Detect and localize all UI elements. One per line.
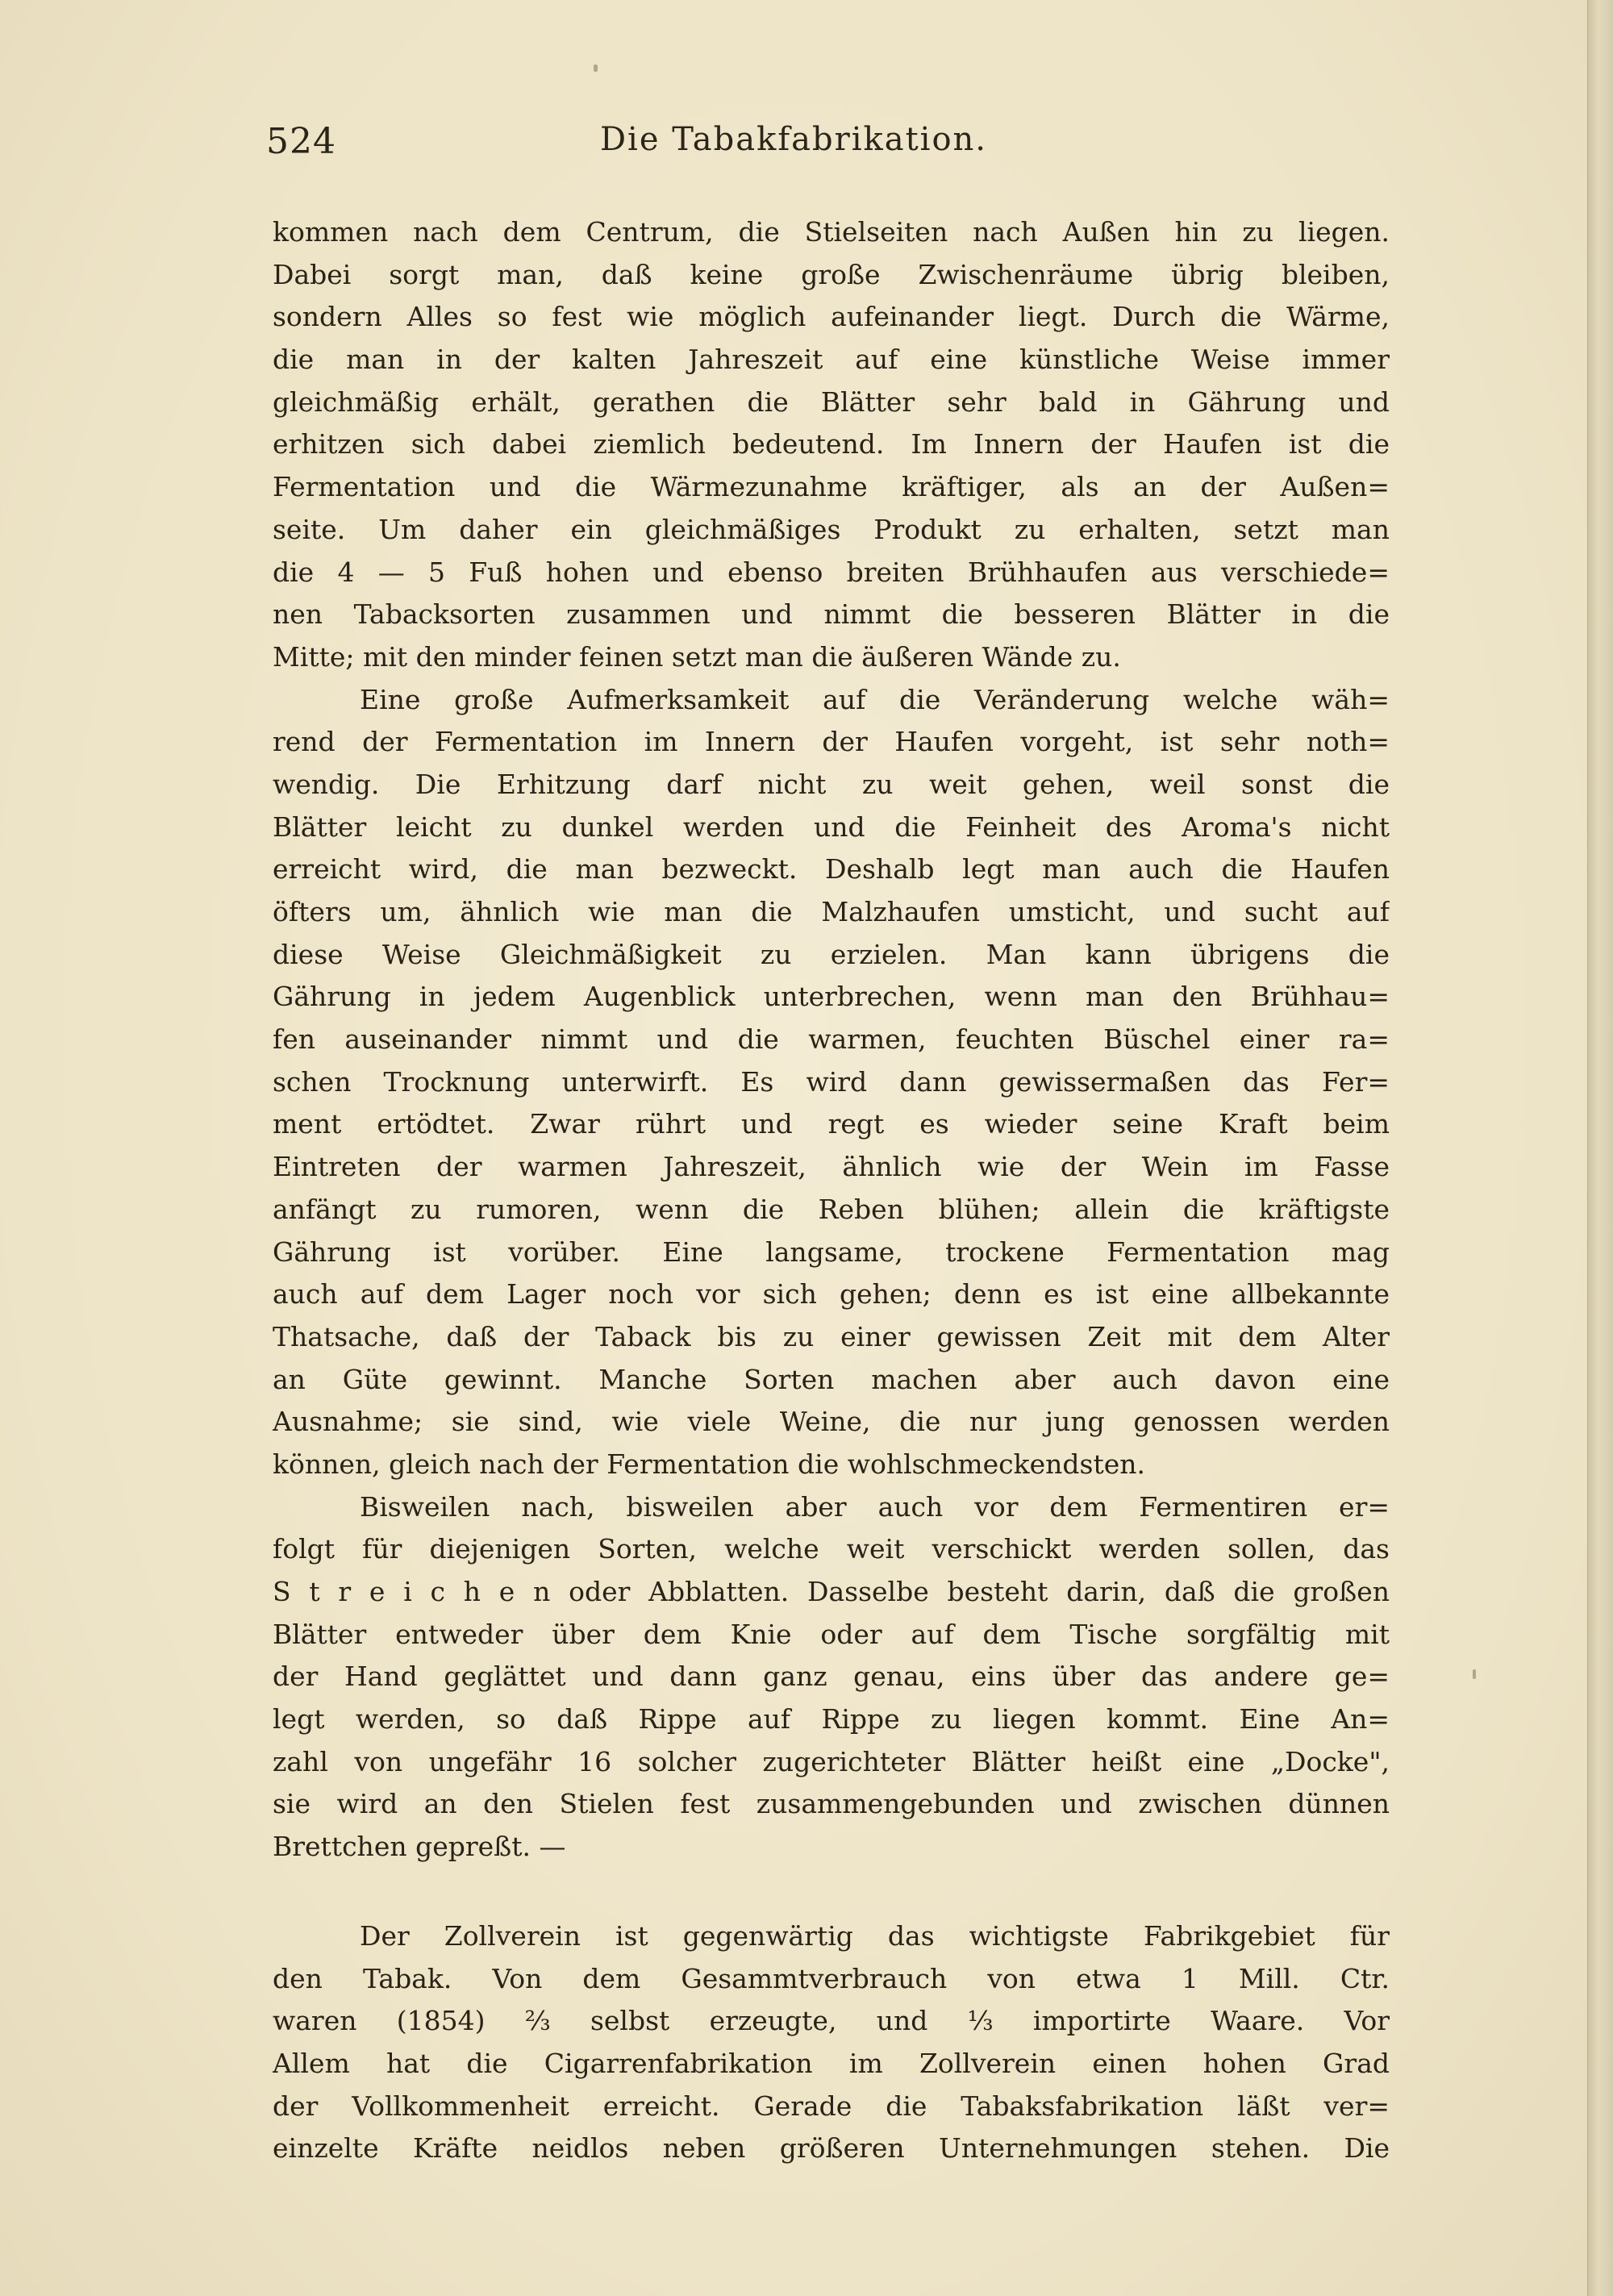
text-line: waren (1854) ⅔ selbst erzeugte, und ⅓ importirte Waare. Vor (273, 2005, 1390, 2037)
text-line: Ausnahme; sie sind, wie viele Weine, die nur jung genossen werden (273, 1406, 1390, 1438)
body-text (273, 211, 1390, 2170)
ink-speck (594, 65, 598, 72)
text-line: die man in der kalten Jahreszeit auf eine künstliche Weise immer (273, 344, 1390, 376)
text-line: zahl von ungefähr 16 solcher zugerichteter Blätter heißt eine „Docke", (273, 1745, 1390, 1777)
text-line: auch auf dem Lager noch vor sich gehen; denn es ist eine allbekannte (273, 1278, 1390, 1311)
text-line: Blätter entweder über dem Knie oder auf dem Tische sorgfältig mit (273, 1618, 1390, 1650)
text-line: können, gleich nach der Fermentation die wohlschmeckendsten. (273, 1448, 1145, 1480)
text-line: kommen nach dem Centrum, die Stielseiten nach Außen hin zu liegen. (273, 216, 1390, 248)
text-line: Gährung in jedem Augenblick unterbrechen, wenn man den Brühhau= (273, 981, 1390, 1013)
text-line: anfängt zu rumoren, wenn die Reben blühen; allein die kräftigste (273, 1193, 1390, 1225)
text-line: Eine große Aufmerksamkeit auf die Veränderung welche wäh= (360, 683, 1390, 715)
text-line: der Hand geglättet und dann ganz genau, eins über das andere ge= (273, 1661, 1390, 1693)
text-line: an Güte gewinnt. Manche Sorten machen aber auch davon eine (273, 1363, 1390, 1395)
section-gap (273, 1869, 1390, 1915)
text-line: fen auseinander nimmt und die warmen, feuchten Büschel einer ra= (273, 1023, 1390, 1056)
paragraph (273, 1486, 1390, 1869)
paragraph (273, 211, 1390, 679)
text-line: nen Tabacksorten zusammen und nimmt die besseren Blätter in die (273, 598, 1390, 631)
text-line: Gährung ist vorüber. Eine langsame, trockene Fermentation mag (273, 1236, 1390, 1268)
text-line: Thatsache, daß der Taback bis zu einer gewissen Zeit mit dem Alter (273, 1320, 1390, 1352)
text-line: sie wird an den Stielen fest zusammengebunden und zwischen dünnen (273, 1788, 1390, 1820)
text-line: öfters um, ähnlich wie man die Malzhaufen umsticht, und sucht auf (273, 896, 1390, 927)
text-line: folgt für diejenigen Sorten, welche weit verschickt werden sollen, das (273, 1533, 1390, 1565)
text-line: Fermentation und die Wärmezunahme kräftiger, als an der Außen= (273, 471, 1390, 503)
text-line: ment ertödtet. Zwar rührt und regt es wieder seine Kraft beim (273, 1108, 1390, 1140)
text-line: Dabei sorgt man, daß keine große Zwischenräume übrig bleiben, (273, 258, 1390, 290)
text-line: diese Weise Gleichmäßigkeit zu erzielen. Man kann übrigens die (273, 938, 1390, 970)
text-line: Brettchen gepreßt. — (273, 1831, 566, 1863)
running-title: Die Tabakfabrikation. (599, 121, 988, 158)
text-line: sondern Alles so fest wie möglich aufeinander liegt. Durch die Wärme, (273, 301, 1390, 333)
paragraph (273, 679, 1390, 1486)
text-line: Der Zollverein ist gegenwärtig das wichtigste Fabrikgebiet für (360, 1919, 1390, 1952)
text-line: der Vollkommenheit erreicht. Gerade die Tabaksfabrikation läßt ver= (273, 2090, 1390, 2122)
text-line: rend der Fermentation im Innern der Haufen vorgeht, ist sehr noth= (273, 726, 1390, 758)
text-line: Eintreten der warmen Jahreszeit, ähnlich wie der Wein im Fasse (273, 1151, 1390, 1183)
text-line: S t r e i c h e n oder Abblatten. Dasselbe besteht darin, daß die großen (273, 1576, 1390, 1607)
text-line: schen Trocknung unterwirft. Es wird dann gewissermaßen das Fer= (273, 1065, 1390, 1098)
text-line: die 4 — 5 Fuß hohen und ebenso breiten Brühhaufen aus verschiede= (273, 556, 1390, 588)
text-line: gleichmäßig erhält, gerathen die Blätter sehr bald in Gährung und (273, 385, 1390, 418)
text-line: seite. Um daher ein gleichmäßiges Produkt zu erhalten, setzt man (273, 513, 1390, 545)
page-gutter (1587, 0, 1613, 2296)
text-line: wendig. Die Erhitzung darf nicht zu weit gehen, weil sonst die (273, 768, 1390, 800)
text-line: Allem hat die Cigarrenfabrikation im Zollverein einen hohen Grad (273, 2047, 1390, 2079)
paragraph (273, 1915, 1390, 2170)
text-line: erreicht wird, die man bezweckt. Deshalb legt man auch die Haufen (273, 853, 1390, 885)
text-line: den Tabak. Von dem Gesammtverbrauch von etwa 1 Mill. Ctr. (273, 1962, 1390, 1994)
text-line: Mitte; mit den minder feinen setzt man die äußeren Wände zu. (273, 640, 1121, 673)
text-line: erhitzen sich dabei ziemlich bedeutend. Im Innern der Haufen ist die (273, 428, 1390, 460)
text-line: einzelte Kräfte neidlos neben größeren Unternehmungen stehen. Die (273, 2132, 1390, 2165)
ink-speck (1473, 1669, 1476, 1679)
text-line: Bisweilen nach, bisweilen aber auch vor dem Fermentiren er= (360, 1490, 1390, 1523)
text-line: legt werden, so daß Rippe auf Rippe zu liegen kommt. Eine An= (273, 1703, 1390, 1736)
text-line: Blätter leicht zu dunkel werden und die Feinheit des Aroma's nicht (273, 810, 1390, 843)
page-number: 524 (266, 121, 336, 162)
